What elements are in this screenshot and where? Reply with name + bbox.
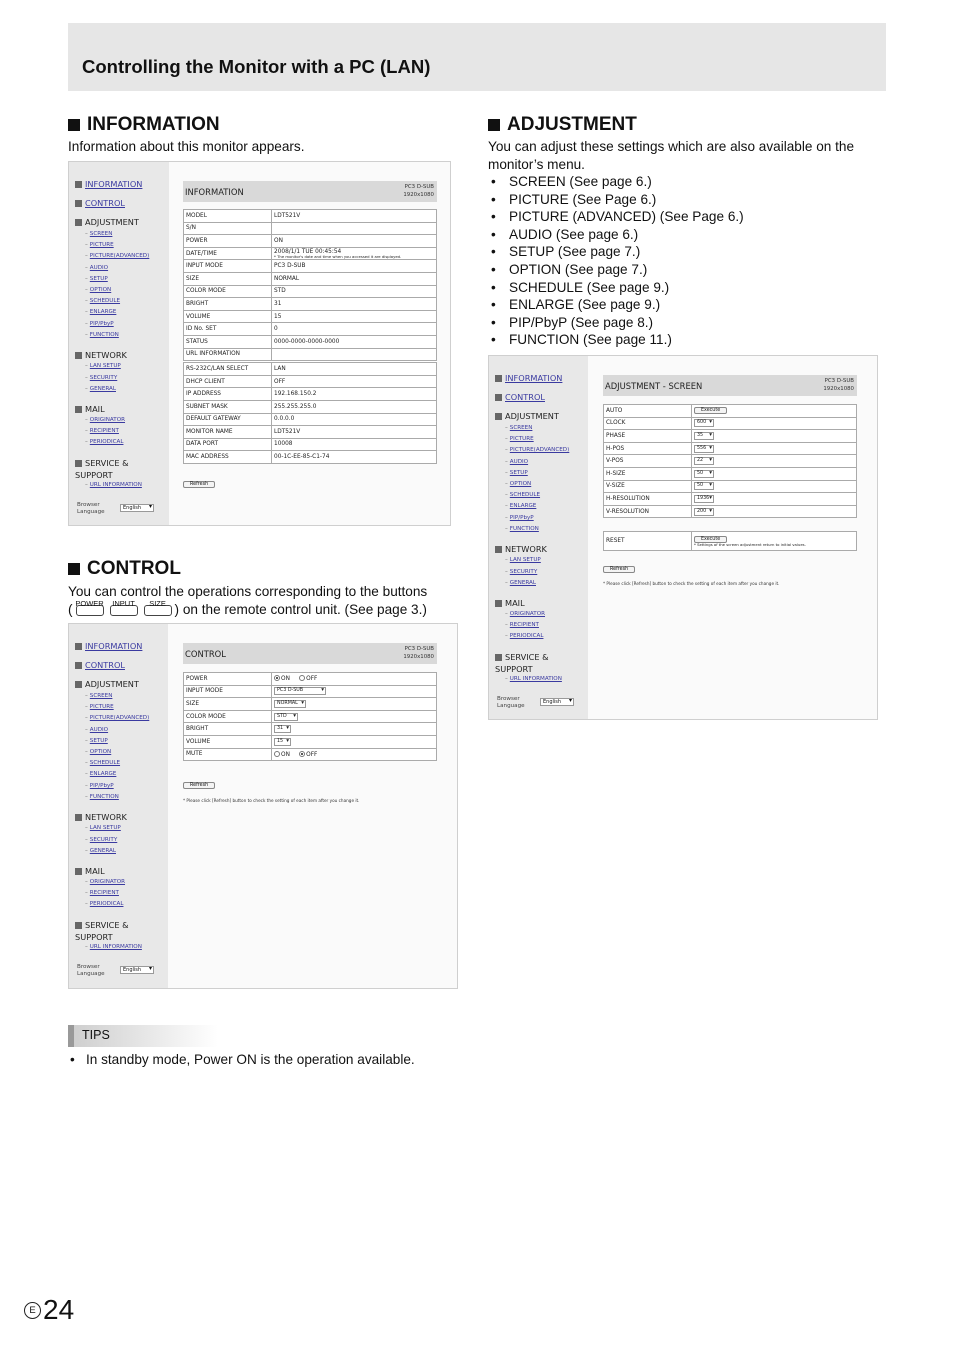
table-row: VOLUME 15 ▾	[184, 735, 437, 748]
sidebar-item-support: SUPPORT	[495, 664, 533, 674]
sidebar-sub-schedule[interactable]: – SCHEDULE	[85, 298, 120, 304]
table-row: MODEL LDT521V	[184, 210, 437, 223]
sidebar-sub-screen[interactable]: – SCREEN	[505, 425, 532, 431]
table-row: SUBNET MASK 255.255.255.0	[184, 400, 437, 413]
sidebar-sub-function[interactable]: – FUNCTION	[505, 526, 539, 532]
sidebar-sub-lan-setup[interactable]: – LAN SETUP	[85, 825, 121, 831]
sidebar-sub-picture-advanced[interactable]: – PICTURE(ADVANCED)	[85, 715, 149, 721]
information-heading: INFORMATION	[68, 114, 220, 136]
sidebar-item-control[interactable]: CONTROL	[75, 198, 125, 208]
table-row: DATA PORT 10008	[184, 438, 437, 451]
table-row: V-SIZE 50 ▾	[604, 480, 857, 493]
table-row: COLOR MODE STD	[184, 285, 437, 298]
sidebar-item-adjustment: ADJUSTMENT	[495, 411, 559, 421]
mute-on-radio[interactable]	[274, 751, 280, 757]
control-panel-header: CONTROL PC3 D-SUB 1920x1080	[183, 643, 437, 664]
table-row: CLOCK 600 ▾	[604, 417, 857, 430]
sidebar-sub-picture-advanced[interactable]: – PICTURE(ADVANCED)	[85, 253, 149, 259]
sidebar-sub-pip[interactable]: – PIP/PbyP	[505, 515, 534, 521]
table-row: INPUT MODE PC3 D-SUB ▾	[184, 685, 437, 698]
sidebar-item-information[interactable]: INFORMATION	[75, 641, 142, 651]
sidebar-item-service: SERVICE &	[75, 920, 129, 930]
table-row: VOLUME 15	[184, 310, 437, 323]
sidebar-item-information[interactable]: INFORMATION	[75, 179, 142, 189]
value-select[interactable]: 22 ▾	[694, 457, 714, 465]
sidebar	[69, 162, 169, 525]
list-item: • AUDIO (See page 6.)	[488, 226, 744, 244]
list-item: • ENLARGE (See page 9.)	[488, 296, 744, 314]
language-select[interactable]: English ▾	[540, 698, 574, 706]
sidebar-sub-picture-advanced[interactable]: – PICTURE(ADVANCED)	[505, 447, 569, 453]
sidebar-item-mail: MAIL	[75, 404, 105, 414]
table-row: H-SIZE 50 ▾	[604, 467, 857, 480]
value-select[interactable]: 1936 ▾	[694, 495, 714, 503]
sidebar-sub-security[interactable]: – SECURITY	[505, 569, 537, 575]
language-select[interactable]: English ▾	[120, 966, 154, 974]
value-select[interactable]: 600 ▾	[694, 419, 714, 427]
table-row: COLOR MODE STD ▾	[184, 710, 437, 723]
sidebar-sub-setup[interactable]: – SETUP	[505, 470, 528, 476]
sidebar-sub-general[interactable]: – GENERAL	[85, 386, 116, 392]
sidebar-sub-schedule[interactable]: – SCHEDULE	[85, 760, 120, 766]
reset-execute-button[interactable]: Execute	[694, 536, 727, 543]
table-row: ID No. SET 0	[184, 323, 437, 336]
table-row: URL INFORMATION	[184, 348, 437, 361]
information-table	[183, 209, 437, 464]
sidebar-sub-function[interactable]: – FUNCTION	[85, 794, 119, 800]
volume-select[interactable]: 15 ▾	[274, 738, 291, 746]
list-item: • SCHEDULE (See page 9.)	[488, 279, 744, 297]
sidebar-sub-recipient[interactable]: – RECIPIENT	[85, 428, 119, 434]
sidebar-sub-picture[interactable]: – PICTURE	[505, 436, 534, 442]
sidebar-sub-pip[interactable]: – PIP/PbyP	[85, 783, 114, 789]
refresh-button[interactable]: Refresh	[183, 782, 215, 789]
sidebar-sub-option[interactable]: – OPTION	[505, 481, 531, 487]
refresh-note: * Please click [Refresh] button to check the setting of each item after you change it.	[183, 798, 360, 803]
sidebar-sub-url-information[interactable]: – URL INFORMATION	[85, 944, 142, 950]
list-item: • PIP/PbyP (See page 8.)	[488, 314, 744, 332]
table-row: IP ADDRESS 192.168.150.2	[184, 388, 437, 401]
table-row: PHASE 35 ▾	[604, 430, 857, 443]
adjustment-table	[603, 404, 857, 518]
refresh-button[interactable]: Refresh	[603, 566, 635, 573]
browser-language-label: Browser Language	[77, 502, 105, 515]
sidebar-item-mail: MAIL	[75, 866, 105, 876]
table-row: H-POS 556 ▾	[604, 442, 857, 455]
adjustment-description: You can adjust these settings which are also available on the monitor’s menu.	[488, 139, 855, 172]
input-mode-select[interactable]: PC3 D-SUB ▾	[274, 687, 326, 695]
sidebar-sub-lan-setup[interactable]: – LAN SETUP	[505, 557, 541, 563]
sidebar-sub-enlarge[interactable]: – ENLARGE	[85, 771, 116, 777]
sidebar-item-service: SERVICE &	[75, 458, 129, 468]
tips-text: • In standby mode, Power ON is the operation available.	[70, 1052, 415, 1067]
list-item: • SCREEN (See page 6.)	[488, 173, 744, 191]
sidebar-sub-recipient[interactable]: – RECIPIENT	[505, 622, 539, 628]
page-number: E 24	[24, 1294, 74, 1326]
tips-label: TIPS	[68, 1025, 218, 1047]
sidebar-sub-screen[interactable]: – SCREEN	[85, 231, 112, 237]
sidebar-sub-recipient[interactable]: – RECIPIENT	[85, 890, 119, 896]
refresh-note: * Please click [Refresh] button to check the setting of each item after you change it.	[603, 581, 780, 586]
control-heading: CONTROL	[68, 558, 181, 580]
sidebar-sub-security[interactable]: – SECURITY	[85, 837, 117, 843]
list-item: • FUNCTION (See page 11.)	[488, 331, 744, 349]
sidebar	[69, 624, 168, 988]
sidebar-sub-option[interactable]: – OPTION	[85, 287, 111, 293]
sidebar-sub-function[interactable]: – FUNCTION	[85, 332, 119, 338]
sidebar-item-service: SERVICE &	[495, 652, 549, 662]
power-off-radio[interactable]	[299, 675, 305, 681]
list-item: • OPTION (See page 7.)	[488, 261, 744, 279]
sidebar-item-adjustment: ADJUSTMENT	[75, 217, 139, 227]
language-circle-icon: E	[24, 1302, 41, 1319]
browser-language-label: Browser Language	[497, 696, 525, 709]
sidebar-item-control[interactable]: CONTROL	[495, 392, 545, 402]
information-screenshot	[68, 161, 451, 526]
sidebar-sub-periodical[interactable]: – PERIODICAL	[85, 901, 123, 907]
information-description: Information about this monitor appears.	[68, 139, 305, 154]
sidebar-item-information[interactable]: INFORMATION	[495, 373, 562, 383]
sidebar-sub-originator[interactable]: – ORIGINATOR	[85, 879, 125, 885]
sidebar-sub-enlarge[interactable]: – ENLARGE	[505, 503, 536, 509]
list-item: • PICTURE (ADVANCED) (See Page 6.)	[488, 208, 744, 226]
value-select[interactable]: 35 ▾	[694, 432, 714, 440]
page-title: Controlling the Monitor with a PC (LAN)	[82, 56, 431, 77]
information-panel-header: INFORMATION PC3 D-SUB 1920x1080	[183, 181, 437, 202]
square-bullet-icon	[68, 119, 80, 131]
adjustment-list	[488, 173, 744, 349]
page-header	[68, 23, 886, 91]
table-row: BRIGHT 31 ▾	[184, 723, 437, 736]
sidebar-item-mail: MAIL	[495, 598, 525, 608]
sidebar-item-network: NETWORK	[75, 812, 127, 822]
sidebar-sub-audio[interactable]: – AUDIO	[85, 727, 108, 733]
input-key-icon: INPUT	[110, 605, 138, 616]
table-row: RS-232C/LAN SELECT LAN	[184, 363, 437, 376]
list-item: • SETUP (See page 7.)	[488, 243, 744, 261]
table-row: POWER ON OFF	[184, 673, 437, 686]
sidebar-item-adjustment: ADJUSTMENT	[75, 679, 139, 689]
sidebar-sub-url-information[interactable]: – URL INFORMATION	[85, 482, 142, 488]
sidebar-sub-security[interactable]: – SECURITY	[85, 375, 117, 381]
value-select[interactable]: 200 ▾	[694, 508, 714, 516]
power-on-radio[interactable]	[274, 675, 280, 681]
list-item: • PICTURE (See Page 6.)	[488, 191, 744, 209]
square-bullet-icon	[488, 119, 500, 131]
sidebar-item-support: SUPPORT	[75, 932, 113, 942]
mute-off-radio[interactable]	[299, 751, 305, 757]
table-row: SIZE NORMAL	[184, 272, 437, 285]
adjustment-screenshot	[488, 355, 878, 720]
value-select[interactable]: 50 ▾	[694, 482, 714, 490]
sidebar-sub-audio[interactable]: – AUDIO	[85, 265, 108, 271]
table-row: MUTE ON OFF	[184, 748, 437, 761]
square-bullet-icon	[68, 563, 80, 575]
power-key-icon: POWER	[76, 605, 104, 616]
sidebar-sub-screen[interactable]: – SCREEN	[85, 693, 112, 699]
table-row: AUTO Execute	[604, 405, 857, 418]
sidebar-sub-picture[interactable]: – PICTURE	[85, 704, 114, 710]
source-indicator: PC3 D-SUB 1920x1080	[403, 184, 434, 198]
value-select[interactable]: 556 ▾	[694, 445, 714, 453]
table-row: V-RESOLUTION 200 ▾	[604, 505, 857, 518]
language-select[interactable]: English ▾	[120, 504, 154, 512]
table-row: INPUT MODE PC3 D-SUB	[184, 260, 437, 273]
table-row: BRIGHT 31	[184, 298, 437, 311]
source-indicator: PC3 D-SUB 1920x1080	[823, 378, 854, 392]
sidebar-sub-setup[interactable]: – SETUP	[85, 276, 108, 282]
table-row: DATE/TIME 2008/1/1 TUE 00:45:54 * The monitor's date and time when you accessed it are displayed.	[184, 247, 437, 260]
sidebar-sub-schedule[interactable]: – SCHEDULE	[505, 492, 540, 498]
sidebar-sub-originator[interactable]: – ORIGINATOR	[85, 417, 125, 423]
sidebar-sub-pip[interactable]: – PIP/PbyP	[85, 321, 114, 327]
sidebar-item-network: NETWORK	[75, 350, 127, 360]
table-row: MAC ADDRESS 00-1C-EE-85-C1-74	[184, 451, 437, 464]
table-row: DHCP CLIENT OFF	[184, 375, 437, 388]
sidebar-sub-periodical[interactable]: – PERIODICAL	[505, 633, 543, 639]
control-table	[183, 672, 437, 761]
color-mode-select[interactable]: STD ▾	[274, 713, 298, 721]
table-row: MONITOR NAME LDT521V	[184, 426, 437, 439]
table-row: V-POS 22 ▾	[604, 455, 857, 468]
source-indicator: PC3 D-SUB 1920x1080	[403, 646, 434, 660]
size-select[interactable]: NORMAL ▾	[274, 700, 306, 708]
sidebar-sub-periodical[interactable]: – PERIODICAL	[85, 439, 123, 445]
table-row: H-RESOLUTION 1936 ▾	[604, 493, 857, 506]
refresh-button[interactable]: Refresh	[183, 481, 215, 488]
bright-select[interactable]: 31 ▾	[274, 725, 291, 733]
table-row: POWER ON	[184, 235, 437, 248]
sidebar-sub-url-information[interactable]: – URL INFORMATION	[505, 676, 562, 682]
adjustment-panel-header: ADJUSTMENT - SCREEN PC3 D-SUB 1920x1080	[603, 375, 857, 396]
sidebar-sub-audio[interactable]: – AUDIO	[505, 459, 528, 465]
sidebar	[489, 356, 588, 719]
sidebar-item-control[interactable]: CONTROL	[75, 660, 125, 670]
sidebar-sub-enlarge[interactable]: – ENLARGE	[85, 309, 116, 315]
auto-execute-button[interactable]: Execute	[694, 407, 727, 414]
sidebar-item-network: NETWORK	[495, 544, 547, 554]
table-row: DEFAULT GATEWAY 0.0.0.0	[184, 413, 437, 426]
sidebar-item-support: SUPPORT	[75, 470, 113, 480]
table-row: SIZE NORMAL ▾	[184, 698, 437, 711]
table-row: S/N	[184, 222, 437, 235]
value-select[interactable]: 50 ▾	[694, 470, 714, 478]
sidebar-sub-picture[interactable]: – PICTURE	[85, 242, 114, 248]
sidebar-sub-general[interactable]: – GENERAL	[505, 580, 536, 586]
control-description: You can control the operations corresponding to the buttons ( POWER INPUT SIZE ) on the remote control unit. (See page 3.)	[68, 584, 428, 617]
sidebar-sub-originator[interactable]: – ORIGINATOR	[505, 611, 545, 617]
size-key-icon: SIZE	[144, 605, 172, 616]
sidebar-sub-option[interactable]: – OPTION	[85, 749, 111, 755]
sidebar-sub-general[interactable]: – GENERAL	[85, 848, 116, 854]
reset-table	[603, 531, 857, 551]
browser-language-label: Browser Language	[77, 964, 105, 977]
sidebar-sub-setup[interactable]: – SETUP	[85, 738, 108, 744]
sidebar-sub-lan-setup[interactable]: – LAN SETUP	[85, 363, 121, 369]
table-row: STATUS 0000-0000-0000-0000	[184, 335, 437, 348]
control-screenshot	[68, 623, 458, 989]
table-row: RESET Execute * Settings of the screen adjustment return to initial values.	[604, 532, 857, 551]
adjustment-heading: ADJUSTMENT	[488, 114, 637, 136]
